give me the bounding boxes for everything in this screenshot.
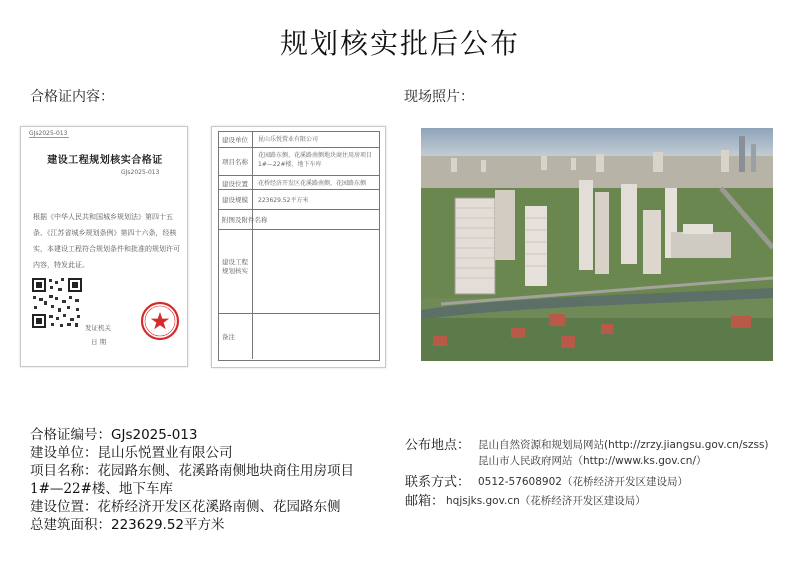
row-line bbox=[218, 189, 379, 190]
certificate-front-page bbox=[20, 126, 188, 367]
cell-location-value: 花桥经济开发区花溪路南侧、花园路东侧 bbox=[258, 180, 367, 187]
row-label-project: 项目名称 bbox=[222, 158, 248, 166]
row-line bbox=[218, 209, 379, 210]
certificate-inner-page bbox=[211, 126, 386, 368]
issuer-label: 发证机关 bbox=[85, 324, 111, 332]
cell-scale-value: 223629.52平方米 bbox=[258, 197, 309, 204]
cell-project-value: 花园路东侧、花溪路南侧地块商住用房项目 bbox=[258, 152, 373, 159]
publish-place-2: 昆山市人民政府网站（http://www.ks.gov.cn/） bbox=[478, 455, 707, 467]
date-label: 日 期 bbox=[91, 338, 107, 346]
cell-unit-value: 昆山乐悦置业有限公司 bbox=[258, 136, 319, 143]
email-value: hqjsjks.gov.cn（花桥经济开发区建设局） bbox=[446, 495, 646, 507]
row-label-remarks: 备注 bbox=[222, 333, 235, 341]
email-label: 邮箱： bbox=[405, 494, 445, 509]
cell-project-value-2: 1#—22#楼、地下车库 bbox=[258, 161, 322, 168]
total-area-label: 总建筑面积： bbox=[30, 517, 111, 533]
contact-value: 0512-57608902（花桥经济开发区建设局） bbox=[478, 476, 688, 488]
build-unit-line bbox=[30, 445, 233, 462]
project-name-value: 花园路东侧、花溪路南侧地块商住用房项目 bbox=[97, 463, 354, 479]
site-photo-label: 现场照片： bbox=[404, 89, 474, 105]
label-column-divider bbox=[252, 131, 253, 359]
build-unit-label: 建设单位： bbox=[30, 445, 98, 461]
row-line bbox=[218, 229, 379, 230]
row-label-scale: 建设规模 bbox=[222, 196, 248, 204]
cert-content-label: 合格证内容： bbox=[30, 89, 114, 105]
project-name-line-2: 1#—22#楼、地下车库 bbox=[30, 481, 173, 497]
project-name-line bbox=[30, 463, 354, 480]
build-location-line bbox=[30, 499, 341, 516]
publish-place-label: 公布地点： bbox=[405, 438, 471, 453]
row-label-location: 建设位置 bbox=[222, 180, 248, 188]
build-location-label: 建设位置： bbox=[30, 499, 98, 515]
build-location-value: 花桥经济开发区花溪路南侧、花园路东侧 bbox=[97, 499, 341, 515]
build-unit-value: 昆山乐悦置业有限公司 bbox=[97, 445, 233, 461]
contact-label: 联系方式： bbox=[405, 475, 471, 490]
page-title: 规划核实批后公布 bbox=[279, 27, 520, 60]
row-label-attachments: 附图及附件名称 bbox=[222, 216, 268, 224]
official-stamp bbox=[139, 300, 181, 342]
cert-number-line bbox=[30, 427, 197, 444]
cert-number-label: 合格证编号： bbox=[30, 427, 111, 443]
publish-place-1: 昆山自然资源和规划局网站(http://zrzy.jiangsu.gov.cn/szss) bbox=[478, 439, 769, 451]
serial-underline bbox=[29, 137, 69, 138]
total-area-line bbox=[30, 517, 225, 534]
project-name-label: 项目名称： bbox=[30, 463, 98, 479]
certificate-serial: GJs2025-013 bbox=[29, 130, 68, 137]
row-line bbox=[218, 313, 379, 314]
row-label-unit: 建设单位 bbox=[222, 136, 248, 144]
cert-number-value: GJs2025-013 bbox=[111, 427, 198, 443]
certificate-heading: 建设工程规划核实合格证 bbox=[47, 155, 163, 166]
row-line bbox=[218, 147, 379, 148]
qr-code bbox=[31, 277, 83, 329]
row-label-verification: 建设工程规划核实 bbox=[222, 258, 248, 275]
site-photo bbox=[421, 128, 773, 361]
total-area-value: 223629.52平方米 bbox=[111, 517, 225, 533]
aerial-photo-illustration bbox=[421, 128, 773, 361]
certificate-body-text: 根据《中华人民共和国城乡规划法》第四十五条、《江苏省城乡规划条例》第四十六条，经核实，本建设工程符合规划条件和批准的规划许可内容，特发此证。 bbox=[33, 213, 180, 269]
certificate-number-right: GJs2025-013 bbox=[121, 169, 160, 176]
row-line bbox=[218, 175, 379, 176]
